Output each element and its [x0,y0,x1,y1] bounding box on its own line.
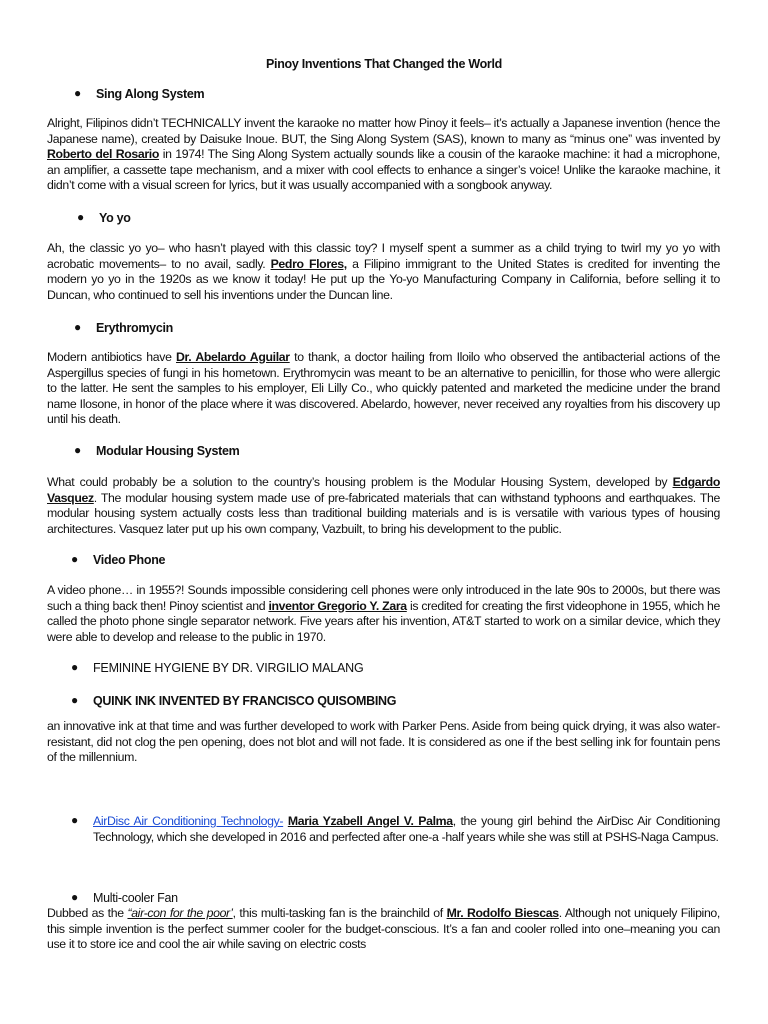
inventor-name: Mr. Rodolfo Biescas [446,906,559,920]
inventor-name: Pedro Flores, [270,256,347,271]
section-heading-multi-cooler-fan: ● Multi-cooler Fan [71,890,178,905]
section-heading-feminine-hygiene: ● FEMININE HYGIENE BY DR. VIRGILIO MALANG [71,660,364,675]
section-heading-yo-yo: ● Yo yo [77,210,131,225]
paragraph-airdisc: AirDisc Air Conditioning Technology- Maria Yzabell Angel V. Palma, the young girl behind the AirDisc Air Conditioning Technology, which she developed in 2016 and perfected after one-a -half years while she was still at PSHS-Naga Campus. [93,814,720,844]
section-heading-sing-along: ● Sing Along System [74,86,205,101]
bullet-icon: ● [71,552,78,566]
paragraph-video-phone: A video phone… in 1955?! Sounds impossible considering cell phones were only introduced in the late 90s to 2000s, but there was such a thing back then! Pinoy scientist and inventor Gregorio Y. Zara is credited for creating the first videophone in 1955, which he called the photo phone single separator network. Five years after his invention, AT&T started to work on a similar device, which they were able to develop and release to the public in 1970. [47,583,720,644]
section-heading-quink-ink: ● QUINK INK INVENTED BY FRANCISCO QUISOMBING [71,693,397,708]
paragraph-modular-housing: What could probably be a solution to the country’s housing problem is the Modular Housing System, developed by Edgardo Vasquez. The modular housing system made use of pre-fabricated materials that can withstand typhoons and earthquakes. The modular housing system actually costs less than traditional building materials and is is versatile with various types of housing architectures. Vasquez later put up his own company, Vazbuilt, to bring his development to the public. [47,475,720,536]
italic-quote: “air-con for the poor’ [127,906,233,920]
inventor-name: Maria Yzabell Angel V. Palma [287,814,453,828]
bullet-icon: ● [74,320,81,334]
bullet-icon: ● [74,86,81,100]
bullet-icon: ● [71,813,78,827]
airdisc-link[interactable]: AirDisc Air Conditioning Technology- [93,814,284,828]
page-title: Pinoy Inventions That Changed the World [266,57,502,71]
section-heading-erythromycin: ● Erythromycin [74,320,173,335]
bullet-icon: ● [71,693,78,707]
paragraph-sing-along: Alright, Filipinos didn’t TECHNICALLY invent the karaoke no matter how Pinoy it feels– it’s actually a Japanese invention (hence the Japanese name), created by Daisuke Inoue. BUT, the Sing Along System (SAS), known to many as “minus one” was invented by Roberto del Rosario in 1974! The Sing Along System actually sounds like a cousin of the karaoke machine: it had a microphone, an amplifier, a cassette tape mechanism, and a mixer with cool effects to enhance a singer’s voice! Unlike the karaoke machine, it didn’t come with a visual screen for lyrics, but it was usually accompanied with a songbook anyway. [47,116,720,193]
bullet-icon: ● [74,443,81,457]
section-heading-video-phone: ● Video Phone [71,552,166,567]
inventor-name: Dr. Abelardo Aguilar [176,350,290,364]
inventor-name: Edgardo Vasquez [47,475,720,505]
paragraph-erythromycin: Modern antibiotics have Dr. Abelardo Aguilar to thank, a doctor hailing from Iloilo who observed the antibacterial actions of the Aspergillus species of fungi in his hometown. Erythromycin was meant to be an alternative to penicillin, for those who were allergic to the latter. He sent the samples to his employer, Eli Lilly Co., who quickly patented and marketed the medicine under the brand name Ilosone, in honor of the place where it was discovered. Abelardo, however, never received any royalties from his discovery up until his death. [47,350,720,427]
bullet-icon: ● [71,890,78,904]
inventor-name: inventor Gregorio Y. Zara [268,598,407,613]
section-heading-modular-housing: ● Modular Housing System [74,443,240,458]
bullet-icon: ● [71,660,79,674]
bullet-icon: ● [77,210,84,224]
paragraph-yo-yo: Ah, the classic yo yo– who hasn’t played with this classic toy? I myself spent a summer as a child trying to twirl my yo yo with acrobatic movements– to no avail, sadly. Pedro Flores, a Filipino immigrant to the United States is credited for inventing the modern yo yo in the 1920s as we know it today! He put up the Yo-yo Manufacturing Company in California, before selling it to Duncan, who continued to sell his inventions under the Duncan line. [47,241,720,302]
paragraph-multi-cooler-fan: Dubbed as the “air-con for the poor’, this multi-tasking fan is the brainchild of Mr. Rodolfo Biescas. Although not uniquely Filipino, this simple invention is the perfect summer cooler for the budget-conscious. It’s a fan and cooler rolled into one–meaning you can use it to store ice and cool the air while saving on electric costs [47,906,720,952]
paragraph-quink-ink: an innovative ink at that time and was further developed to work with Parker Pens. Aside from being quick drying, it was also water-resistant, did not clog the pen opening, does not blot and will not fade. It is considered as one if the best selling ink for fountain pens of the millennium. [47,719,720,765]
inventor-name: Roberto del Rosario [47,147,160,162]
